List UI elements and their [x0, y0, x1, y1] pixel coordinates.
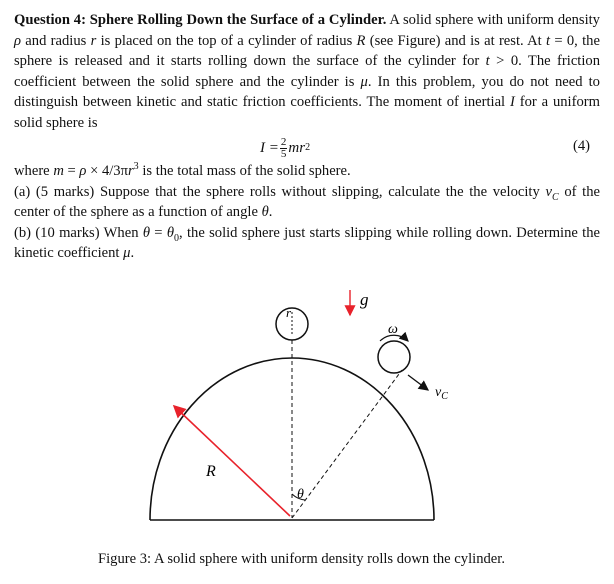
- symbol-R: R: [356, 32, 366, 49]
- text: =: [67, 163, 76, 179]
- angle-dashed-line: [292, 370, 402, 518]
- symbol-rho: ρ: [14, 32, 22, 49]
- symbol-r: r: [90, 32, 97, 49]
- symbol-theta: θ: [166, 224, 175, 241]
- symbol-mu: μ: [360, 73, 368, 90]
- text: × 4/3π: [90, 163, 128, 179]
- velocity-arrow: [408, 375, 428, 390]
- symbol-I: I: [509, 94, 515, 110]
- label-vc-sub: C: [441, 391, 448, 402]
- question-heading: Question 4: Sphere Rolling Down the Surface of a Cylinder.: [14, 12, 387, 28]
- symbol-r: r: [127, 163, 134, 179]
- fraction-numerator: 2: [280, 135, 287, 148]
- symbol-v: v: [545, 183, 552, 200]
- text: where: [14, 163, 50, 179]
- moment-of-inertia-equation: I = $\frac{2}{5}$ m r 2: [260, 135, 311, 160]
- text: for a uniform solid sphere is: [14, 94, 600, 131]
- text: =: [154, 224, 163, 241]
- text: When: [103, 224, 139, 241]
- text: A solid sphere with uniform density: [389, 12, 600, 28]
- text: > 0. The friction coefficient between the solid sphere and the cylinder is: [14, 53, 600, 90]
- subscript-0: 0: [174, 232, 180, 244]
- text: Suppose that the sphere rolls without slipping, calculate the the velocity: [99, 183, 540, 200]
- symbol-t: t: [546, 32, 551, 49]
- text: , the solid sphere just starts slipping while rolling down. Determine the kinetic coefficient: [14, 224, 601, 261]
- text: .: [268, 204, 273, 220]
- rolling-sphere: [378, 341, 410, 373]
- fraction-denominator: 5: [280, 147, 287, 160]
- label-theta: θ: [297, 487, 304, 502]
- text: is placed on the top of a cylinder of radius: [100, 32, 353, 49]
- symbol-rho: ρ: [79, 163, 87, 179]
- symbol-r: r: [299, 139, 306, 156]
- text: .: [130, 245, 135, 261]
- figure-caption: Figure 3: A solid sphere with uniform density rolls down the cylinder.: [98, 551, 505, 567]
- symbol-theta: θ: [142, 224, 150, 241]
- symbol-t: t: [485, 53, 490, 69]
- text: and radius: [25, 32, 87, 49]
- part-b-label: (b) (10 marks): [14, 224, 100, 241]
- symbol-m: m: [288, 139, 300, 156]
- label-r: r: [286, 305, 292, 320]
- subscript-c: C: [551, 191, 559, 203]
- symbol-m: m: [53, 163, 64, 179]
- text: (see Figure) and is at rest. At: [369, 32, 542, 49]
- exponent: 3: [133, 161, 139, 173]
- symbol-theta: θ: [261, 204, 269, 220]
- text: = 0, the sphere is released and it starts rolling down the surface of the cylinder for: [14, 32, 600, 69]
- equation-lhs: I =: [260, 139, 279, 156]
- symbol-mu: μ: [123, 245, 131, 261]
- text: is the total mass of the solid sphere.: [142, 163, 351, 179]
- text: . In this problem, you do not need to distinguish between kinetic and static friction coefficients. The moment of inertial: [14, 73, 600, 110]
- label-vc-main: v: [435, 385, 442, 400]
- label-g: g: [360, 290, 369, 309]
- radius-arrow: [174, 406, 290, 516]
- text: of the center of the sphere as a function of angle: [14, 183, 600, 220]
- label-vc: [435, 385, 448, 402]
- part-a-label: (a) (5 marks): [14, 183, 95, 200]
- label-R: R: [206, 463, 216, 480]
- equation-number: (4): [572, 138, 590, 154]
- label-omega: ω: [388, 322, 398, 337]
